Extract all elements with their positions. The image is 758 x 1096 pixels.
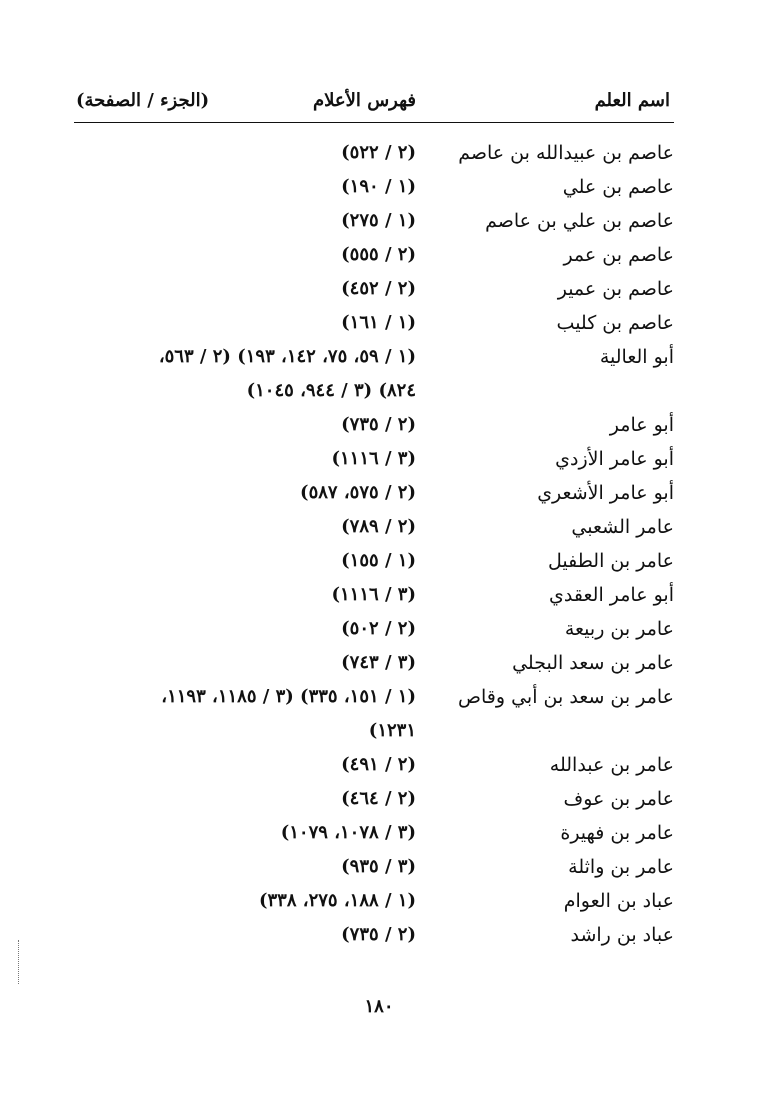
entry-name: أبو عامر [609,414,674,436]
entry-name: أبو عامر الأشعري [537,482,674,504]
entry-reference: (٣ / ١١١٦) [331,584,416,605]
index-entry [74,612,674,646]
index-entry [74,544,674,578]
entry-reference: (٢ / ٧٣٥) [341,924,416,945]
margin-dotted-line [18,940,20,984]
entry-name: عامر بن عوف [563,788,674,810]
entry-name: عامر بن فهيرة [560,822,674,844]
entry-name: عامر بن الطفيل [547,550,674,572]
entry-reference: (٢ / ٤٩١) [341,754,416,775]
index-entry [74,680,674,714]
index-entry [74,748,674,782]
index-entry-continuation [74,714,674,748]
page-number: ١٨٠ [364,996,394,1017]
index-entry-continuation [74,374,674,408]
entry-name: عاصم بن عمر [563,244,674,266]
index-entry [74,408,674,442]
entry-reference: (٣ / ٩٣٥) [341,856,416,877]
index-entry [74,884,674,918]
entry-name: عامر بن سعد بن أبي وقاص [458,686,674,708]
entry-reference: ٨٢٤) (٣ / ٩٤٤، ١٠٤٥) [246,380,416,401]
index-entry [74,272,674,306]
entry-name: عامر بن سعد البجلي [512,652,674,674]
entry-reference: ١٢٣١) [368,720,416,741]
entry-name: أبو عامر العقدي [549,584,674,606]
entry-reference: (٢ / ٤٦٤) [341,788,416,809]
index-entry [74,204,674,238]
entry-reference: (٢ / ٧٨٩) [341,516,416,537]
entry-name: عامر الشعبي [571,516,674,538]
index-entry [74,306,674,340]
index-entries [74,136,674,952]
entry-name: عاصم بن عمير [557,278,674,300]
index-entry [74,850,674,884]
entry-reference: (٢ / ٥٢٢) [341,142,416,163]
entry-reference: (٣ / ١٠٧٨، ١٠٧٩) [280,822,416,843]
entry-reference: (١ / ١٥٥) [341,550,416,571]
index-entry [74,238,674,272]
index-entry [74,782,674,816]
entry-reference: (٣ / ٧٤٣) [341,652,416,673]
column-header-name: اسم العلم [594,90,670,111]
index-entry [74,340,674,374]
entry-reference: (٢ / ٧٣٥) [341,414,416,435]
entry-reference: (٢ / ٥٥٥) [341,244,416,265]
entry-reference: (١ / ٢٧٥) [341,210,416,231]
entry-reference: (١ / ١٦١) [341,312,416,333]
entry-reference: (١ / ٥٩، ٧٥، ١٤٢، ١٩٣) (٢ / ٥٦٣، [158,346,416,367]
entry-name: عاصم بن علي بن عاصم [485,210,674,232]
column-header-reference: (الجزء / الصفحة) [76,90,210,111]
index-entry [74,510,674,544]
entry-reference: (٢ / ٥٧٥، ٥٨٧) [300,482,416,503]
entry-name: عباد بن راشد [570,924,674,946]
entry-name: أبو عامر الأزدي [555,448,674,470]
entry-name: عامر بن ربيعة [564,618,674,640]
index-entry [74,578,674,612]
page-title: فهرس الأعلام [313,90,416,111]
index-header [74,86,674,123]
entry-name: عاصم بن عبيدالله بن عاصم [458,142,674,164]
entry-reference: (١ / ١٨٨، ٢٧٥، ٣٣٨) [258,890,416,911]
entry-reference: (١ / ١٩٠) [341,176,416,197]
index-entry [74,442,674,476]
entry-reference: (٣ / ١١١٦) [331,448,416,469]
entry-reference: (٢ / ٤٥٢) [341,278,416,299]
index-entry [74,170,674,204]
entry-reference: (٢ / ٥٠٢) [341,618,416,639]
entry-name: عاصم بن علي [562,176,674,198]
entry-name: عاصم بن كليب [556,312,674,334]
index-entry [74,136,674,170]
entry-name: عامر بن عبدالله [549,754,674,776]
entry-reference: (١ / ١٥١، ٣٣٥) (٣ / ١١٨٥، ١١٩٣، [161,686,416,707]
entry-name: عامر بن واثلة [568,856,674,878]
index-entry [74,816,674,850]
index-entry [74,918,674,952]
index-entry [74,646,674,680]
entry-name: عباد بن العوام [563,890,674,912]
index-entry [74,476,674,510]
entry-name: أبو العالية [599,346,674,368]
